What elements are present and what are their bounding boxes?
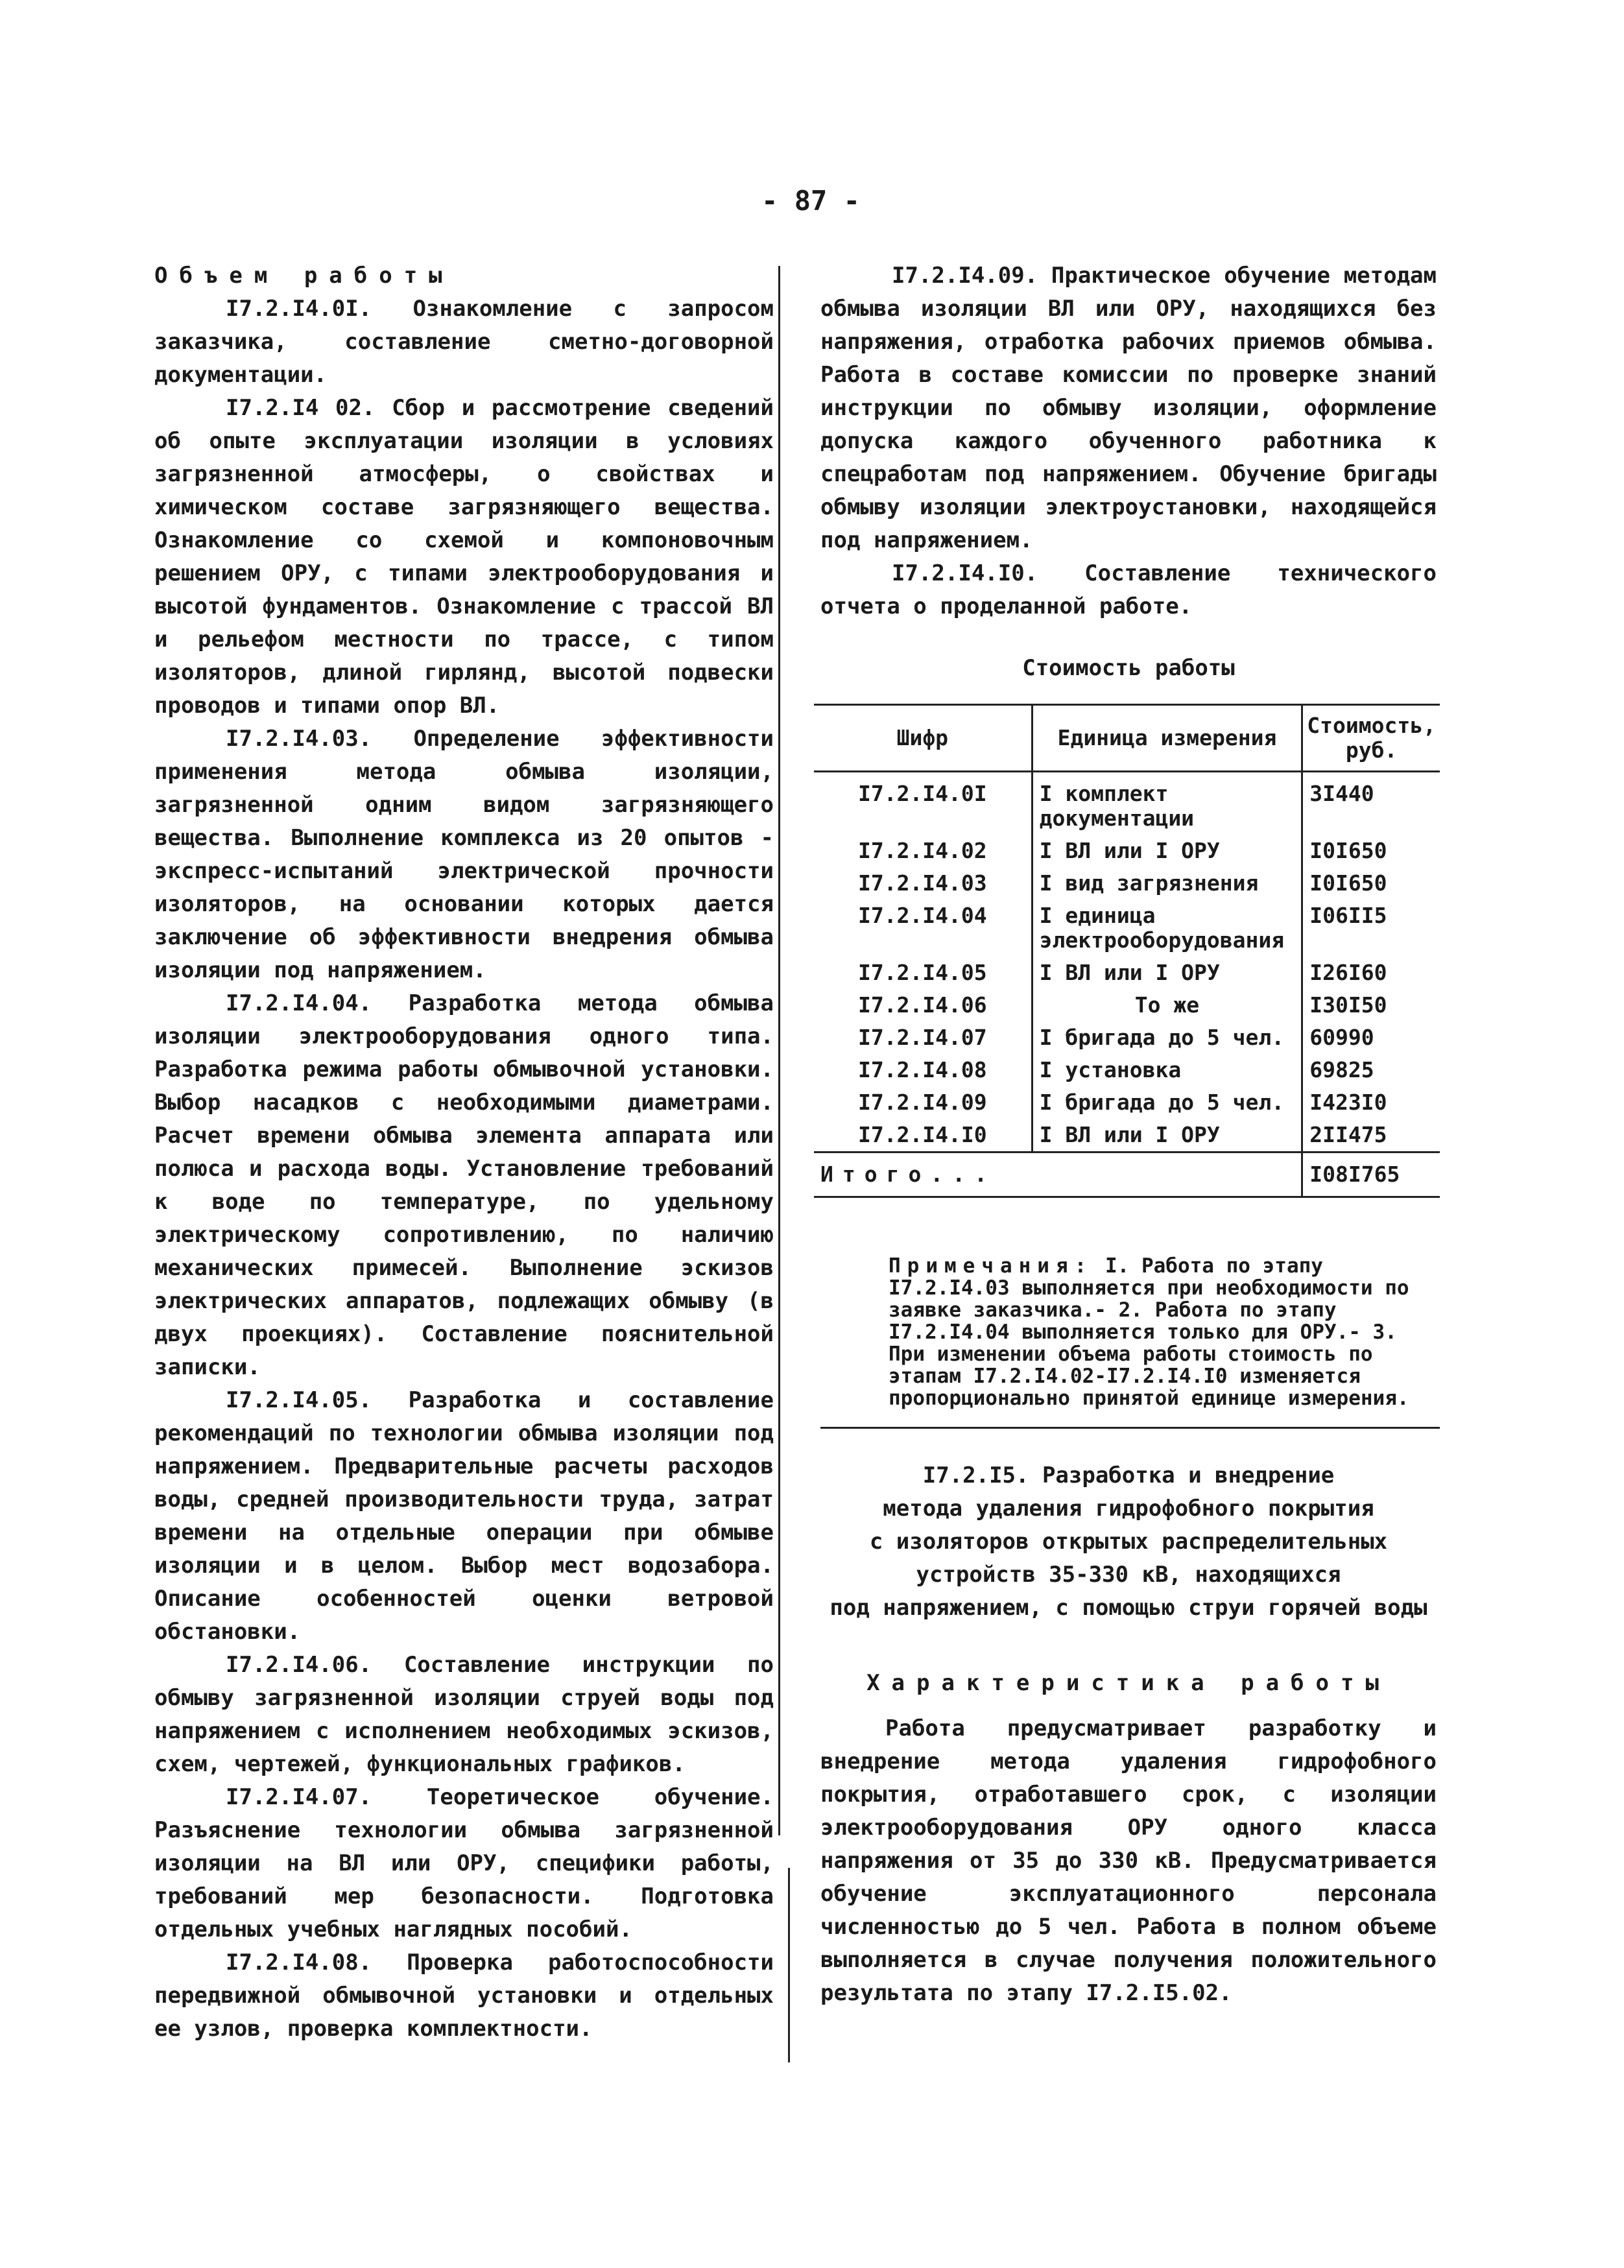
section-title xyxy=(820,1459,1437,1625)
notes-text: I. Работа по этапу I7.2.I4.03 выполняется при необходимости по заявке заказчика.- 2. Работа по этапу I7.2.I4.04 выполняется только для ОРУ.- 3. При изменении объема работы стоимость по этапам I7.2.I4.02-I7.2.I4.I0 изменяется пропорционально принятой единице измерения. xyxy=(889,1254,1409,1410)
section-title-line: с изоляторов открытых распределительных xyxy=(869,1529,1388,1555)
table-total-row xyxy=(814,1152,1440,1197)
paragraph-14-05: I7.2.I4.05. Разработка и составление рекомендаций по технологии обмыва изоляции под напряжением. Предварительные расчеты расходов воды, средней производительности труда, затрат времени на отдельные операции при обмыве изоляции и в целом. Выбор мест водозабора. Описание особенностей оценки ветровой обстановки. xyxy=(154,1387,774,1645)
left-column xyxy=(154,259,774,2046)
paragraph-14-02: I7.2.I4 02. Сбор и рассмотрение сведений об опыте эксплуатации изоляции в условиях загрязненной атмосферы, о свойствах и химическом составе загрязняющего вещества. Ознакомление со схемой и компоновочным решением ОРУ, с типами электрооборудования и высотой фундаментов. Ознакомление с трассой ВЛ и рельефом местности по трассе, с типом изоляторов, длиной гирлянд, высотой подвески проводов и типами опор ВЛ. xyxy=(154,395,774,719)
cell-cost: I30I50 xyxy=(1309,992,1387,1018)
table-row xyxy=(814,957,1440,989)
table-row xyxy=(814,867,1440,900)
paragraph-14-01: I7.2.I4.0I. Ознакомление с запросом заказчика, составление сметно-договорной документации. xyxy=(154,296,774,388)
table-row xyxy=(814,1054,1440,1086)
cell-unit: I единица электрооборудования xyxy=(1032,900,1302,957)
cell-cost: I06II5 xyxy=(1309,903,1387,928)
notes-label: Примечания: xyxy=(889,1254,1093,1278)
cell-unit: I ВЛ или I ОРУ xyxy=(1032,957,1302,989)
paragraph-14-09: I7.2.I4.09. Практическое обучение методам обмыва изоляции ВЛ или ОРУ, находящихся без напряжения, отработка рабочих приемов обмыва. Работа в составе комиссии по проверке знаний инструкции по обмыву изоляции, оформление допуска каждого обученного работника к спецработам под напряжением. Обучение бригады обмыву изоляции электроустановки, находящейся под напряжением. xyxy=(820,263,1437,553)
cell-code: I7.2.I4.03 xyxy=(814,867,1032,900)
header-code: Шифр xyxy=(814,705,1032,772)
cell-cost: I0I650 xyxy=(1309,838,1387,863)
cell-cost: I0I650 xyxy=(1309,870,1387,896)
cell-unit: I ВЛ или I ОРУ xyxy=(1032,835,1302,867)
table-notes xyxy=(889,1255,1440,1409)
cell-code: I7.2.I4.I0 xyxy=(814,1119,1032,1152)
cell-code: I7.2.I4.0I xyxy=(814,772,1032,835)
table-row xyxy=(814,835,1440,867)
characteristics-text: Работа предусматривает разработку и внедрение метода удаления гидрофобного покрытия, отработавшего срок, с изоляции электрооборудования ОРУ одного класса напряжения от 35 до 330 кВ. Предусматривается обучение эксплуатационного персонала численностью до 5 чел. Работа в полном объеме выполняется в случае получения положительного результата по этапу I7.2.I5.02. xyxy=(820,1715,1437,2006)
page-number: - 87 - xyxy=(761,185,860,217)
cell-code: I7.2.I4.04 xyxy=(814,900,1032,957)
cell-cost: I26I60 xyxy=(1309,960,1387,985)
cost-table xyxy=(814,704,1440,1198)
cell-unit: То же xyxy=(1032,989,1302,1021)
paragraph-14-08: I7.2.I4.08. Проверка работоспособности передвижной обмывочной установки и отдельных ее узлов, проверка комплектности. xyxy=(154,1950,774,2042)
characteristics-heading: Характеристика работы xyxy=(866,1670,1391,1696)
characteristics-text-block xyxy=(820,1712,1437,2010)
section-title-line: метода удаления гидрофобного покрытия xyxy=(883,1496,1374,1522)
table-header-row xyxy=(814,705,1440,772)
total-value: I08I765 xyxy=(1302,1152,1440,1197)
notes-rule xyxy=(820,1427,1440,1429)
table-row xyxy=(814,900,1440,957)
paragraph-14-03: I7.2.I4.03. Определение эффективности применения метода обмыва изоляции, загрязненной одним видом загрязняющего вещества. Выполнение комплекса из 20 опытов - экспресс-испытаний электрической прочности изоляторов, на основании которых дается заключение об эффективности внедрения обмыва изоляции под напряжением. xyxy=(154,726,774,983)
cell-cost: I423I0 xyxy=(1309,1090,1387,1115)
table-row xyxy=(814,1086,1440,1119)
paragraph-14-07: I7.2.I4.07. Теоретическое обучение. Разъяснение технологии обмыва загрязненной изоляции на ВЛ или ОРУ, специфики работы, требований мер безопасности. Подготовка отдельных учебных наглядных пособий. xyxy=(154,1784,774,1942)
cell-code: I7.2.I4.02 xyxy=(814,835,1032,867)
work-scope-heading: Объем работы xyxy=(154,263,454,289)
table-row xyxy=(814,772,1440,835)
paragraph-14-04: I7.2.I4.04. Разработка метода обмыва изоляции электрооборудования одного типа. Разработка режима работы обмывочной установки. Выбор насадков с необходимыми диаметрами. Расчет времени обмыва элемента аппарата или полюса и расхода воды. Установление требований к воде по температуре, по удельному электрическому сопротивлению, по наличию механических примесей. Выполнение эскизов электрических аппаратов, подлежащих обмыву (в двух проекциях). Составление пояснительной записки. xyxy=(154,990,774,1380)
column-divider xyxy=(778,266,780,1835)
cell-unit: I вид загрязнения xyxy=(1032,867,1302,900)
cell-unit: I установка xyxy=(1032,1054,1302,1086)
header-unit: Единица измерения xyxy=(1032,705,1302,772)
section-title-line: I7.2.I5. Разработка и внедрение xyxy=(922,1462,1335,1488)
right-column xyxy=(820,259,1437,623)
cell-code: I7.2.I4.07 xyxy=(814,1021,1032,1054)
cell-unit: I бригада до 5 чел. xyxy=(1032,1021,1302,1054)
cell-unit: I бригада до 5 чел. xyxy=(1032,1086,1302,1119)
cell-unit: I ВЛ или I ОРУ xyxy=(1032,1119,1302,1152)
section-title-line: устройств 35-330 кВ, находящихся xyxy=(916,1562,1341,1588)
header-cost: Стоимость, руб. xyxy=(1302,705,1440,772)
table-row xyxy=(814,1119,1440,1152)
total-label: Итого... xyxy=(814,1152,1302,1197)
cost-title: Стоимость работы xyxy=(1022,655,1235,681)
cell-cost: 3I440 xyxy=(1309,781,1374,806)
cell-cost: 60990 xyxy=(1309,1025,1374,1050)
table-row xyxy=(814,1021,1440,1054)
cell-cost: 2II475 xyxy=(1309,1122,1387,1147)
cell-code: I7.2.I4.09 xyxy=(814,1086,1032,1119)
cell-code: I7.2.I4.06 xyxy=(814,989,1032,1021)
paragraph-14-10: I7.2.I4.I0. Составление технического отчета о проделанной работе. xyxy=(820,560,1437,619)
paragraph-14-06: I7.2.I4.06. Составление инструкции по обмыву загрязненной изоляции струей воды под напряжением с исполнением необходимых эскизов, схем, чертежей, функциональных графиков. xyxy=(154,1652,774,1777)
cell-code: I7.2.I4.08 xyxy=(814,1054,1032,1086)
cell-unit: I комплект документации xyxy=(1032,772,1302,835)
section-title-line: под напряжением, с помощью струи горячей воды xyxy=(830,1595,1427,1621)
cell-code: I7.2.I4.05 xyxy=(814,957,1032,989)
cell-cost: 69825 xyxy=(1309,1057,1374,1082)
column-divider-lower xyxy=(788,1868,790,2062)
table-row xyxy=(814,989,1440,1021)
